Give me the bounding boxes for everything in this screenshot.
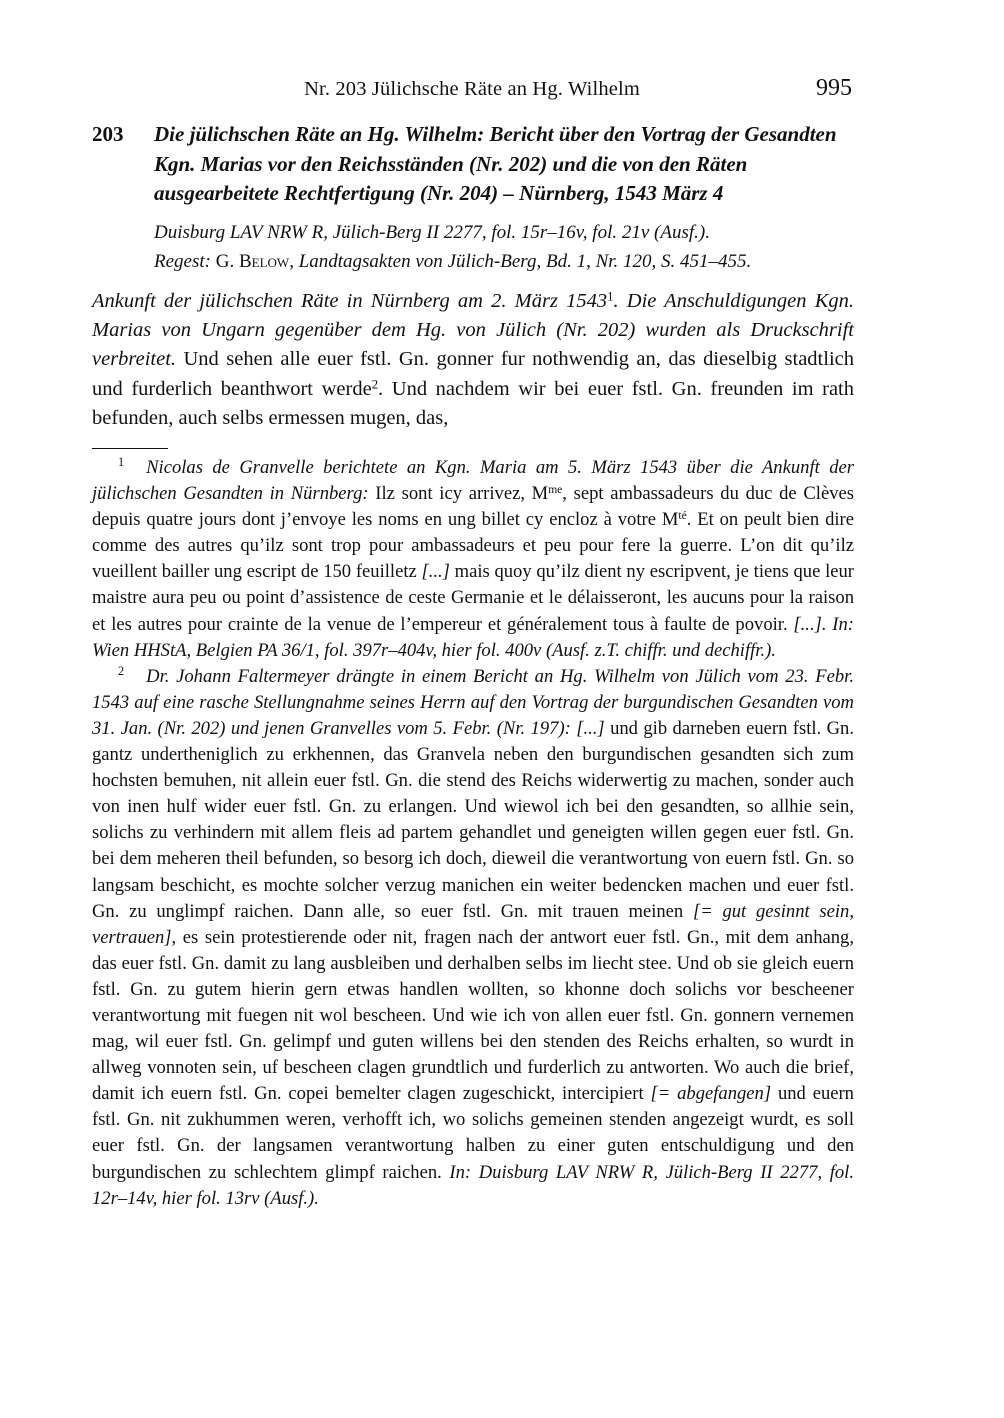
- body-roman-part1: Und sehen alle euer fstl. Gn. gonner fur nothwendig an, das dieselbig stadtlich und furderlich beanthwort werde: [92, 348, 854, 400]
- regest-author-initial: G.: [215, 251, 235, 272]
- regest-rest: , Landtagsakten von Jülich-Berg, Bd. 1, Nr. 120, S. 451–455.: [289, 251, 752, 272]
- footnote-2-marker: 2: [118, 664, 125, 678]
- archive-reference: Duisburg LAV NRW R, Jülich-Berg II 2277, fol. 15r–16v, fol. 21v (Ausf.).: [154, 222, 710, 243]
- footnote-1-italic-2: [...]: [421, 561, 450, 583]
- footnote-2-italic-2: [= gut gesinnt sein, vertrauen]: [92, 900, 854, 948]
- footnote-1: [92, 455, 854, 664]
- footnote-1-italic-1: Nicolas de Granvelle berichtete an Kgn. Maria am 5. März 1543 über die Ankunft der jülichschen Gesandten in Nürnberg:: [92, 457, 854, 505]
- footnote-1-sup-2: té: [678, 510, 687, 523]
- footnote-2-roman-2: , es sein protestierende oder nit, fragen nach der antwort euer fstl. Gn., mit dem anhang, das euer fstl. Gn. damit zu lang ausbleiben und derhalben selbs im liecht stee. Und ob sie gleich euern fstl. Gn. zu gutem hierin gern etwas handlen wollten, so khonne doch solichs vor bescheener verantwortung mit fuegen nit wol bescheen. Und wie ich von allen euer fstl. Gn. gonnern vernemen mag, wil euer fstl. Gn. gelimpf und guten willens bei den stenden des Reichs erhalten, so wurdt in allweg vonnoten sein, uf bescheen clagen grundtlich und furderlich zu antworten. Wo auch die brief, damit ich euern fstl. Gn. copei bemelter clagen zugeschickt, intercipiert: [92, 926, 854, 1105]
- regest-author-name: Below: [238, 251, 290, 272]
- footnote-1-roman-1: Ilz sont icy arrivez, M: [368, 483, 549, 505]
- footnote-1-roman-4: mais quoy qu’ilz dient ny escripvent, je tiens que leur maistre aura peu ou point d’assistence de ceste Germanie et le délaisseront, les aucuns pour la raison et les autres pour crainte de la venue de l’empereur et généralement tous à faulte de povoir.: [92, 561, 854, 635]
- document-number: 203: [92, 122, 124, 146]
- page-number: 995: [816, 75, 852, 101]
- regest-reference: [154, 247, 854, 276]
- footnote-2-italic-4: In: Duisburg LAV NRW R, Jülich-Berg II 2277, fol. 12r–14v, hier fol. 13rv (Ausf.).: [92, 1161, 854, 1209]
- footnote-2-italic-3: [= abgefangen]: [650, 1083, 772, 1105]
- footnote-2-italic-1: Dr. Johann Faltermeyer drängte in einem Bericht an Hg. Wilhelm von Jülich vom 23. Febr. 1543 auf eine rasche Stellungnahme seines Herrn auf den Vortrag der burgundischen Gesandten vom 31. Jan. (Nr. 202) und jenen Granvelles vom 5. Febr. (Nr. 197): [...]: [92, 665, 854, 739]
- running-head-title: Nr. 203 Jülichsche Räte an Hg. Wilhelm: [304, 78, 640, 100]
- footnote-2-roman-3: und euern fstl. Gn. nit zukhummen weren, verhofft ich, wo solichs gemeinen stenden angezeigt wurdt, es soll euer fstl. Gn. der langsamen verantwortung halben zu einer guten entschuldigung und den burgundischen zu schlechtem glimpf raichen.: [92, 1083, 854, 1183]
- footnote-ref-2[interactable]: 2: [371, 377, 379, 392]
- footnote-2-roman-1: und gib darneben euern fstl. Gn. gantz undertheniglich zu erkhennen, das Granvela neben den burgundischen gesandten sich zum hochsten bemuhen, nit allein euer fstl. Gn. die stend des Reichs widerwertig zu machen, sonder auch von inen hulf wider euer fstl. Gn. zu erlangen. Und wiewol ich bei den gesandten, so allhie sein, solichs zu verhindern mit allem fleis ad partem gehandlet und geneigten willen gegen euer fstl. Gn. bei dem meheren theil befunden, so besorg ich doch, dieweil die verantwortung von euern fstl. Gn. so langsam beschicht, es mochte solcher verzug manichen ein weiter bedencken machen und euer fstl. Gn. zu unglimpf raichen. Dann alle, so euer fstl. Gn. mit trauen meinen: [92, 717, 854, 922]
- title-row: [92, 120, 854, 209]
- footnote-1-roman-3: . Et on peult bien dire comme des autres qu’ilz sont trop pour ambassadeurs et peu pour fere la guerre. L’on dit qu’ilz vueillent bailler ung escript de 150 feuilletz: [92, 509, 854, 583]
- footnote-1-roman-2: , sept ambassadeurs du duc de Clèves depuis quatre jours dont j’envoye les noms en ung billet cy encloz à votre M: [92, 483, 854, 531]
- footnote-1-sup-1: me: [548, 484, 563, 497]
- footnote-ref-1[interactable]: 1: [607, 289, 614, 304]
- body-roman-part2: . Und nachdem wir bei euer fstl. Gn. freunden im rath befunden, auch selbs ermessen mugen, das,: [92, 377, 854, 429]
- body-summary-part2: . Die Anschuldigungen Kgn. Marias von Ungarn gegenüber dem Hg. von Jülich (Nr. 202) wurden als Druckschrift verbreitet.: [92, 290, 854, 371]
- running-head: [92, 75, 852, 106]
- body-summary-part1: Ankunft der jülichschen Räte in Nürnberg am 2. März 1543: [92, 290, 608, 312]
- footnote-2: [92, 664, 854, 1212]
- footnote-1-marker: 1: [118, 455, 125, 470]
- body-paragraph: [92, 287, 854, 433]
- source-block: [154, 218, 854, 276]
- document-title: Die jülichschen Räte an Hg. Wilhelm: Bericht über den Vortrag der Gesandten Kgn. Marias vor den Reichsständen (Nr. 202) und die von den Räten ausgearbeitete Rechtfertigung (Nr. 204) – Nürnberg, 1543 März 4: [154, 122, 837, 205]
- footnote-block: [92, 455, 854, 1212]
- regest-label: Regest:: [154, 251, 211, 272]
- footnote-1-italic-3: [...]. In: Wien HHStA, Belgien PA 36/1, fol. 397r–404v, hier fol. 400v (Ausf. z.T. chiffr. und dechiffr.).: [92, 613, 854, 661]
- document-title-block: [92, 120, 854, 209]
- footnote-separator-rule: [92, 448, 168, 449]
